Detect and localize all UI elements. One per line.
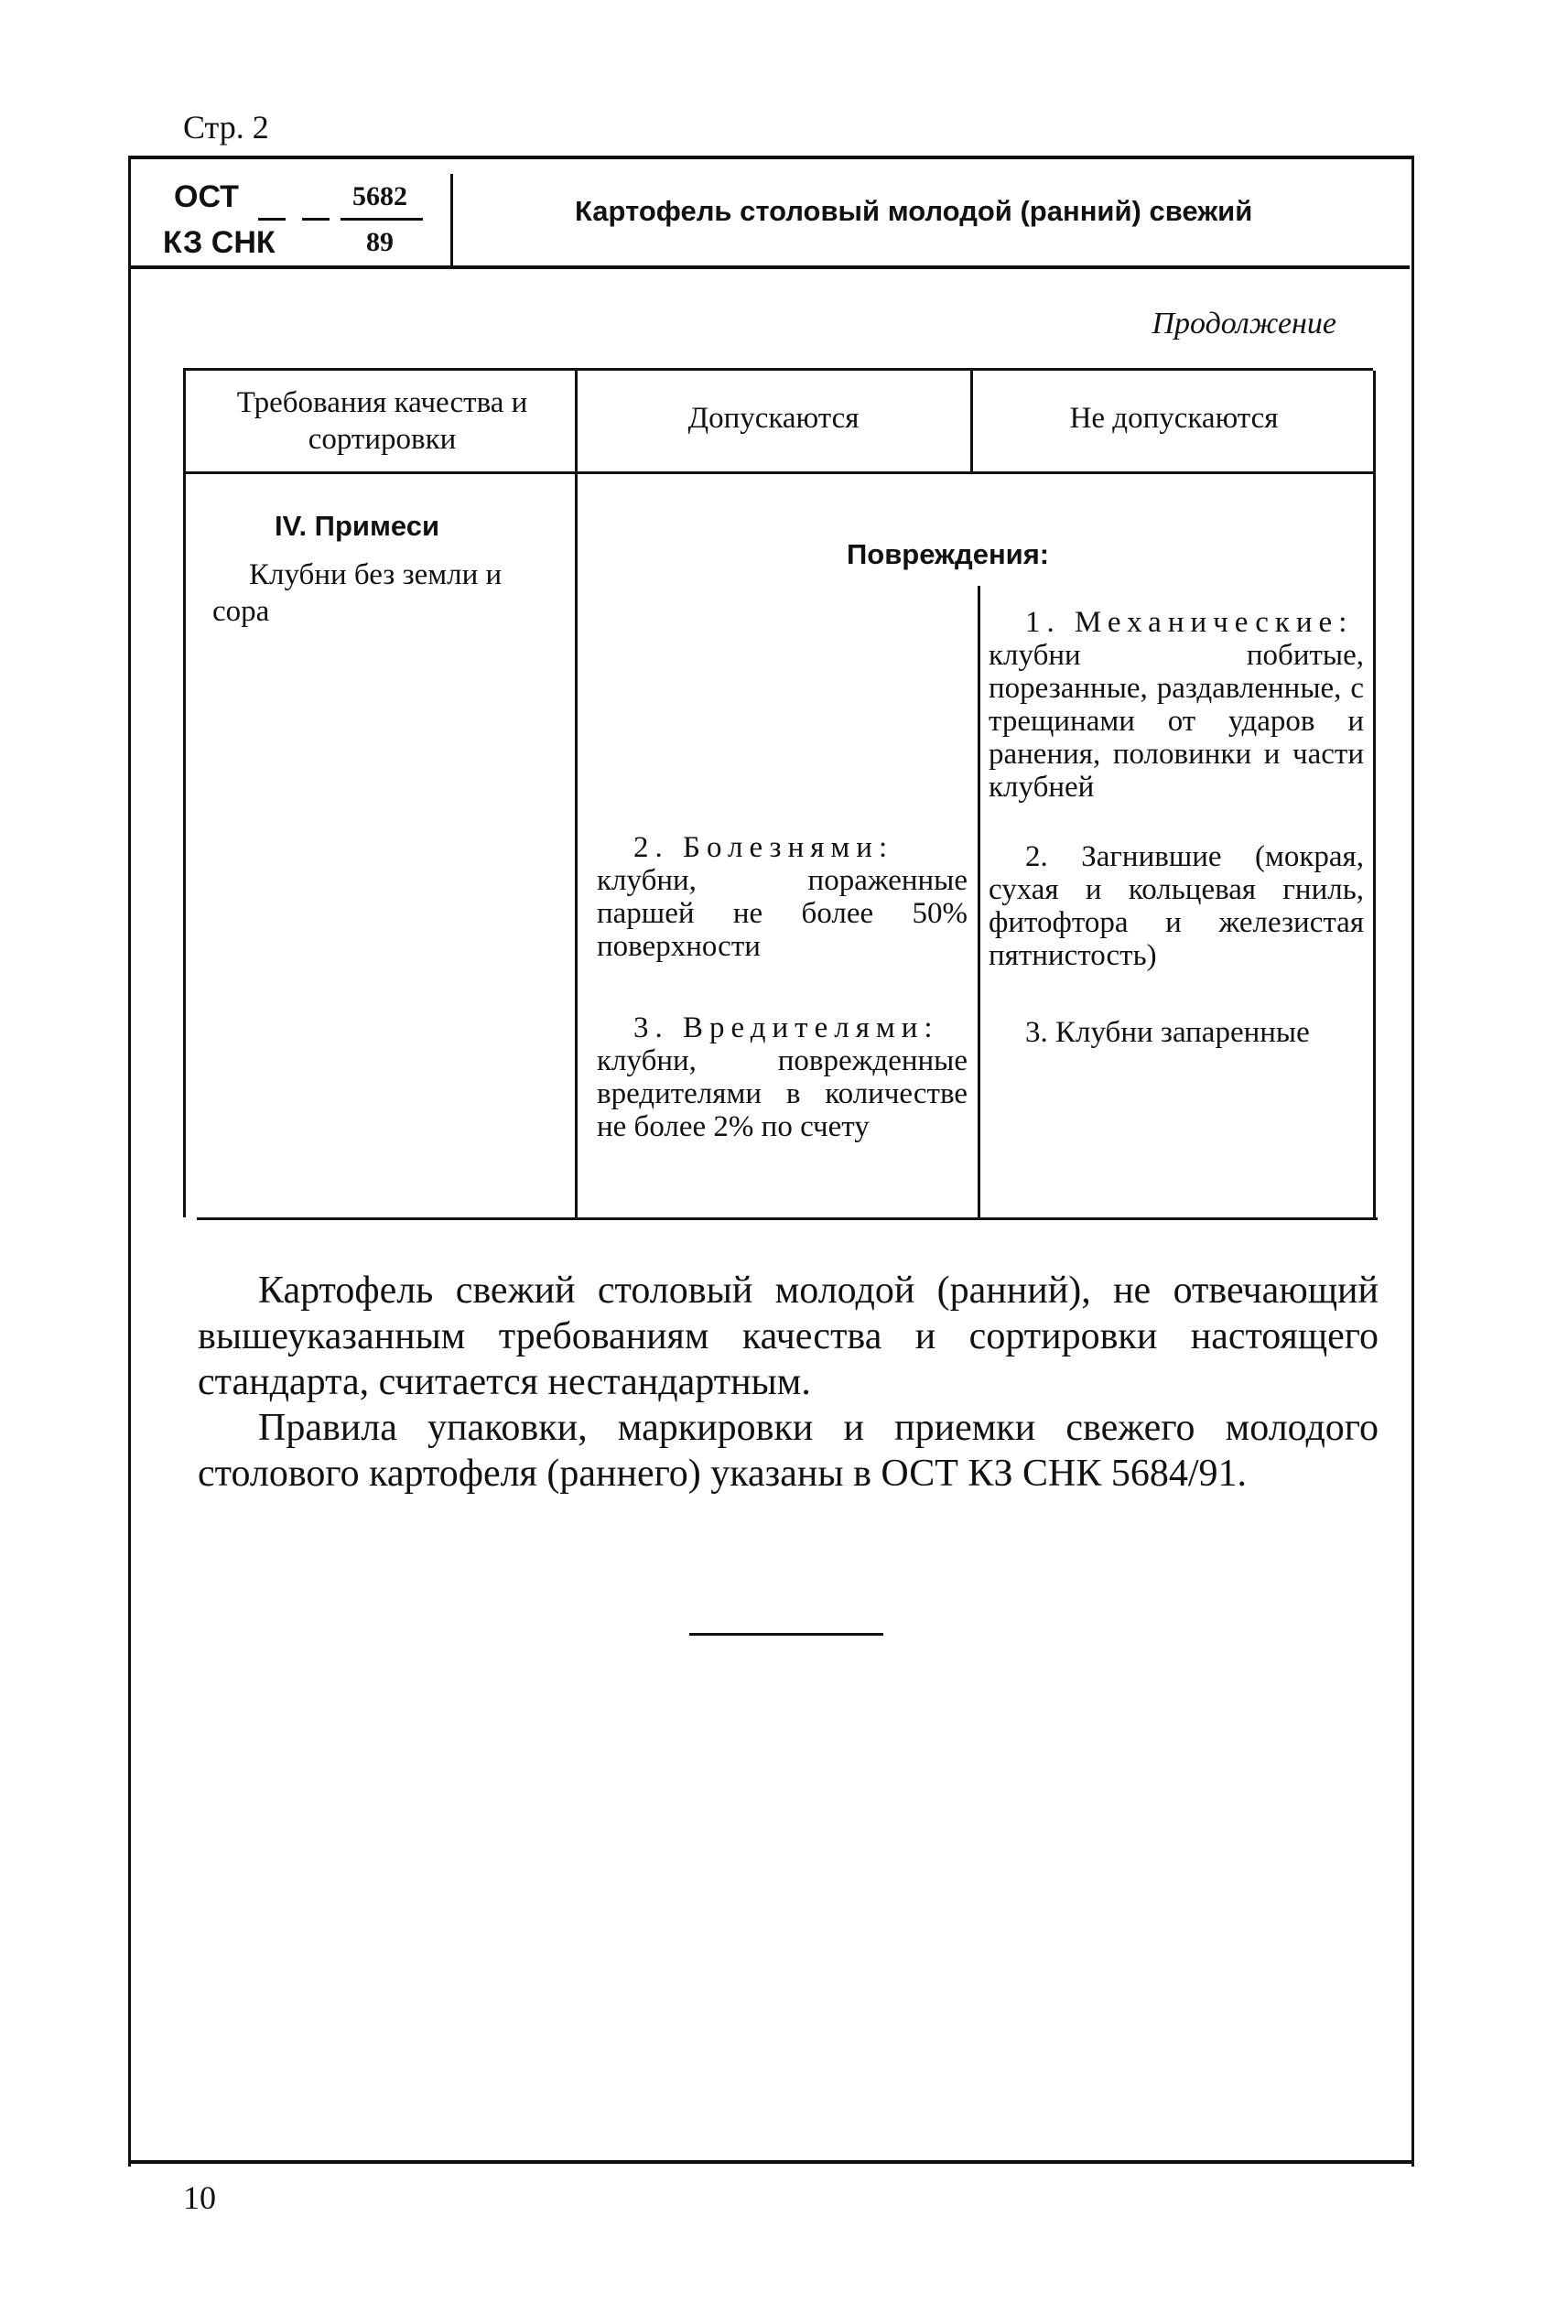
fraction-line [341,218,423,221]
allowed-item-2 [597,831,968,963]
section-title: IV. Примеси [275,510,440,542]
frame-top [128,156,1414,159]
dash-line [258,218,286,221]
doc-number-top: 5682 [352,181,407,211]
not-allowed-item-1 [989,606,1364,804]
allowed-item-3 [597,1011,968,1143]
allowed-item-3-text: клубни, поврежденные вредителями в количестве не более 2% по счету [597,1044,968,1143]
doc-code-top: ОСТ [174,179,239,214]
table-left-border [183,371,186,1217]
header-bottom-rule [128,265,1410,269]
dash-line [302,218,330,221]
allowed-item-3-label: 3. Вредителями: [633,1011,939,1044]
frame-bottom [128,2160,1414,2164]
not-allowed-item-3: 3. Клубни запаренные [1025,1016,1310,1049]
doc-title: Картофель столовый молодой (ранний) свежий [575,195,1253,227]
header-requirements: Требования качества и сортировки [236,386,528,456]
requirement-text: Клубни без земли и сора [212,558,503,628]
allowed-item-2-label: 2. Болезнями: [633,831,894,864]
header-divider [450,174,453,265]
column-divider-2 [970,371,973,471]
header-allowed: Допускаются [687,402,860,435]
not-allowed-item-1-text: клубни побитые, порезанные, раздавленные, с трещинами от ударов и ранения, половинки и части клубней [989,639,1364,804]
not-allowed-item-2: 2. Загнившие (мокрая, сухая и кольцевая гниль, фитофтора и железистая пятнистость) [989,840,1364,972]
column-divider-2-lower [978,586,980,1217]
doc-code-bottom: КЗ СНК [163,225,276,260]
frame-right [1411,157,1414,2167]
page-number: 10 [183,2179,216,2216]
column-divider-1 [575,371,578,1217]
table-top-rule [183,368,1373,371]
continuation-label: Продолжение [1152,307,1336,340]
header-not-allowed: Не допускаются [1069,402,1279,435]
paragraph-1: Картофель свежий столовый молодой (ранний), не отвечающий вышеуказанным требованиям качества и сортировки настоящего стандарта, считается нестандартным. [198,1270,1379,1403]
doc-number-bottom: 89 [366,227,394,257]
allowed-item-2-text: клубни, пораженные паршей не более 50% поверхности [597,864,968,963]
paragraph-2: Правила упаковки, маркировки и приемки свежего молодого столового картофеля (раннего) указаны в ОСТ КЗ СНК 5684/91. [198,1407,1379,1495]
table-header-rule [183,471,1373,474]
not-allowed-item-1-label: 1. Механические: [1025,606,1354,639]
end-rule [689,1633,883,1636]
table-right-border [1373,371,1376,1217]
damage-heading: Повреждения: [847,538,1050,570]
table-bottom-rule [197,1217,1378,1220]
frame-left [128,157,131,2167]
page-label: Стр. 2 [183,109,269,146]
